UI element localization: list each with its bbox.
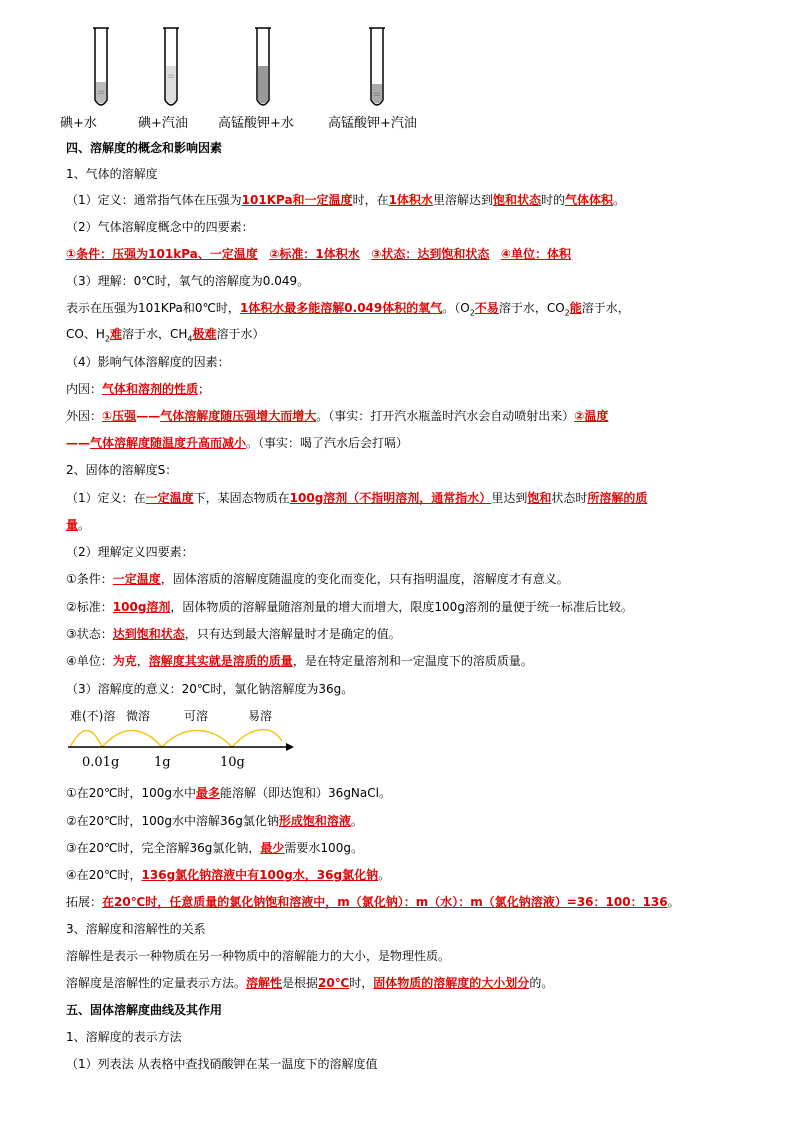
solid-solubility-heading: 2、固体的溶解度S： (66, 463, 178, 477)
tube-label: 碘+汽油 (138, 116, 188, 131)
scale-axis (62, 721, 298, 755)
scale-label: 可溶 (184, 709, 209, 723)
section-4-heading: 四、溶解度的概念和影响因素 (66, 141, 223, 155)
gas-solubility-heading: 1、气体的溶解度 (66, 167, 158, 181)
relation-1: 溶解性是表示一种物质在另一种物质中的溶解能力的大小，是物理性质。 (66, 949, 451, 963)
gas-four-elements: ①条件：压强为101kPa、一定温度 ②标准：1体积水 ③状态：达到饱和状态 ④单位：体积 (66, 247, 571, 261)
solid-definition: （1）定义：在一定温度下，某固态物质在100g溶剂（不指明溶剂，通常指水）里达到饱和状态时所溶解的质 (66, 491, 648, 505)
test-tube-kmno4-water (252, 26, 274, 110)
svg-text::::: ::: (374, 91, 381, 98)
test-tube-figure (60, 22, 480, 132)
svg-text::::: ::: (168, 73, 175, 80)
meaning-2: ②在20℃时，100g水中溶解36g氯化钠形成饱和溶液。 (66, 814, 363, 828)
element-state: ③状态：达到饱和状态，只有达到最大溶解量时才是确定的值。 (66, 627, 401, 641)
external-factor-cont: ——气体溶解度随温度升高而减小。（事实：喝了汽水后会打嗝） (66, 436, 409, 450)
solubility-meaning: （3）溶解度的意义：20℃时，氯化钠溶解度为36g。 (66, 682, 354, 696)
test-tube-kmno4-gasoline (366, 26, 388, 110)
tube-label: 碘+水 (60, 116, 97, 131)
svg-text::::: ::: (98, 89, 105, 96)
gas-understanding: （3）理解：0℃时，氧气的溶解度为0.049。 (66, 274, 310, 288)
representation-table-method: （1）列表法 从表格中查找硝酸钾在某一温度下的溶解度值 (66, 1057, 378, 1071)
scale-tick: 0.01g (82, 755, 120, 770)
test-tube-iodine-water (90, 26, 112, 110)
scale-tick: 10g (220, 755, 245, 770)
gas-meaning-cont: CO、$H_2$难溶于水，$CH_4$极难溶于水） (66, 327, 265, 344)
relation-heading: 3、溶解度和溶解性的关系 (66, 922, 206, 936)
gas-four-elements-heading: （2）气体溶解度概念中的四要素： (66, 220, 254, 234)
internal-factor: 内因：气体和溶剂的性质； (66, 382, 211, 396)
meaning-4: ④在20℃时，136g氯化钠溶液中有100g水，36g氯化钠。 (66, 868, 391, 882)
gas-meaning: 表示在压强为101KPa和0℃时，1体积水最多能溶解0.049体积的氧气。（$O_2$不易溶于水，$CO_2$能溶于水， (66, 301, 630, 318)
tube-label: 高锰酸钾+汽油 (328, 116, 417, 131)
extension: 拓展：在20℃时，任意质量的氯化钠饱和溶液中，m（氯化钠）：m（水）：m（氯化钠溶液）=36：100：136。 (66, 895, 680, 909)
element-unit: ④单位：为克，溶解度其实就是溶质的质量，是在特定量溶剂和一定温度下的溶质质量。 (66, 654, 533, 668)
element-standard: ②标准：100g溶剂，固体物质的溶解量随溶剂量的增大而增大，限度100g溶剂的量便于统一标准后比较。 (66, 600, 633, 614)
solubility-scale-figure (62, 707, 302, 777)
section-5-heading: 五、固体溶解度曲线及其作用 (66, 1003, 223, 1017)
meaning-1: ①在20℃时，100g水中最多能溶解（即达饱和）36gNaCl。 (66, 786, 391, 800)
gas-definition: （1）定义：通常指气体在压强为101KPa和一定温度时，在1体积水里溶解达到饱和状态时的气体体积。 (66, 193, 626, 207)
scale-label: 微溶 (126, 709, 151, 723)
external-factor: 外因：①压强——气体溶解度随压强增大而增大。（事实：打开汽水瓶盖时汽水会自动喷射出来）②温度 (66, 409, 609, 423)
solid-four-elements-heading: （2）理解定义四要素： (66, 545, 194, 559)
representation-heading: 1、溶解度的表示方法 (66, 1030, 182, 1044)
gas-factors-heading: （4）影响气体溶解度的因素： (66, 355, 230, 369)
tube-label: 高锰酸钾+水 (218, 116, 294, 131)
scale-tick: 1g (154, 755, 171, 770)
meaning-3: ③在20℃时，完全溶解36g氯化钠，最少需要水100g。 (66, 841, 363, 855)
test-tube-iodine-gasoline (160, 26, 182, 110)
relation-2: 溶解度是溶解性的定量表示方法。溶解性是根据20℃时，固体物质的溶解度的大小划分的。 (66, 976, 554, 990)
scale-label: 易溶 (248, 709, 273, 723)
solid-definition-cont: 量。 (66, 518, 91, 532)
scale-label: 难(不)溶 (70, 709, 116, 723)
element-condition: ①条件：一定温度，固体溶质的溶解度随温度的变化而变化，只有指明温度，溶解度才有意义。 (66, 572, 569, 586)
